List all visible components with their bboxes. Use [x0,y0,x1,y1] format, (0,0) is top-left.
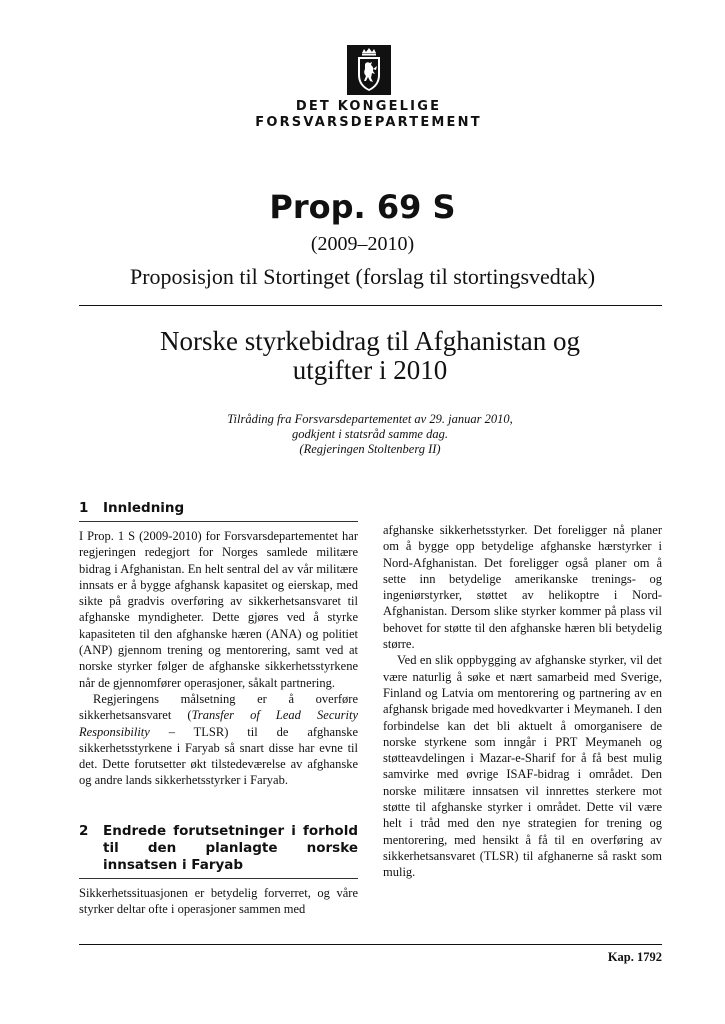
approval-note [170,412,570,457]
left-column [79,500,358,917]
approval-line-2: godkjent i statsråd samme dag. [292,427,448,441]
para2-italic-term: Transfer of Lead Security Responsibility [79,708,358,739]
department-name-line1: DET KONGELIGE [295,99,442,114]
royal-coat-of-arms-icon [347,45,391,95]
right-column [383,522,662,881]
right-column-paragraph-1: afghanske sikkerhetsstyrker. Det foreligger nå planer om å bygge opp betydelige afghanske hærstyrker i Nord-Afghanistan. Det foreligger også planer om å sette inn betydelige amerikanske trenings- og ingeniørstyrker, støttet av helikoptre i Nord-Afghanistan. Dersom slike styrker kommer på plass vil behovet for støtte til den afghanske hæren bli betydelig større. [383,523,662,652]
section-1-number: 1 [79,500,89,516]
section-2-number: 2 [79,822,89,839]
chapter-label: Kap. 1792 [607,950,662,964]
section-2-heading [79,823,358,879]
para2-text-start: Regjeringens målsetning er å overføre sikkerhetsansvaret ( [79,691,358,723]
right-column-paragraph-2: Ved en slik oppbygging av afghanske styrker, vil det være naturlig å søke et nært samarbeid med Sverige, Finland og Latvia om mentorering og partnering av en afghansk brigade med hovedkvarter i Meymaneh. I den forbindelse kan det bli aktuelt å omorganisere de norske styrkene som inngår i PRT Meymaneh og støtteavdelingen i Mazar-e-Sharif for å få best mulig samvirke med øvrige ISAF-bidrag i området. Den norske militære innsatsen vil innrettes sterkere mot støtte til afghanske styrker i området. Dette vil være helt i tråd med den nye strategien for trening og mentorering, med hensikt å få til en overføring av sikkerhetsansvaret (TLSR) til afghanerne så raskt som mulig. [383,653,662,880]
section-1-paragraph-1: I Prop. 1 S (2009-2010) for Forsvarsdepartementet har regjeringen redegjort for Norges samlede militære bidrag i Afghanistan. En helt sentral del av vår militære innsats er å bygge afghansk kapasitet og eierskap, med sikte på gradvis overføring av sikkerhetsansvaret til afghanske myndigheter. Dette gjøres ved å styrke kapasiteten til den afghanske hæren (ANA) og politiet (ANP) gjennom trening og mentorering, samt ved at norske styrker følger de afghanske sikkerhetsstyrkene når de gjennomfører operasjoner, såkalt partnering. [79,529,358,690]
section-2-title: Endrede forutsetninger i forhold til den planlagte norske innsatsen i Faryab [103,822,358,873]
prop-number: Prop. 69 S [269,188,456,226]
section-2-paragraph-1: Sikkerhetssituasjonen er betydelig forverret, og våre styrker deltar ofte i operasjoner sammen med [79,885,358,917]
approval-line-1: Tilråding fra Forsvarsdepartementet av 29. januar 2010, [227,412,513,426]
department-name-line2: FORSVARSDEPARTEMENT [255,115,482,130]
top-divider [79,305,662,306]
session-years: (2009–2010) [310,233,415,255]
section-1-heading [79,500,358,522]
section-1-title: Innledning [103,500,185,516]
section-1-paragraph-2 [79,691,358,789]
proposition-subtitle: Proposisjon til Stortinget (forslag til stortingsvedtak) [129,264,596,289]
approval-line-3: (Regjeringen Stoltenberg II) [299,442,441,456]
para2-text-end: – TLSR) til de afghanske sikkerhetsstyrkene i Faryab så snart disse har evne til det. Dette forutsetter økt tilstedeværelse av afghanske og andre lands sikkerhetsstyrker i Faryab. [79,724,358,788]
document-title: Norske styrkebidrag til Afghanistan og utgifter i 2010 [160,326,580,385]
bottom-divider [79,944,662,945]
